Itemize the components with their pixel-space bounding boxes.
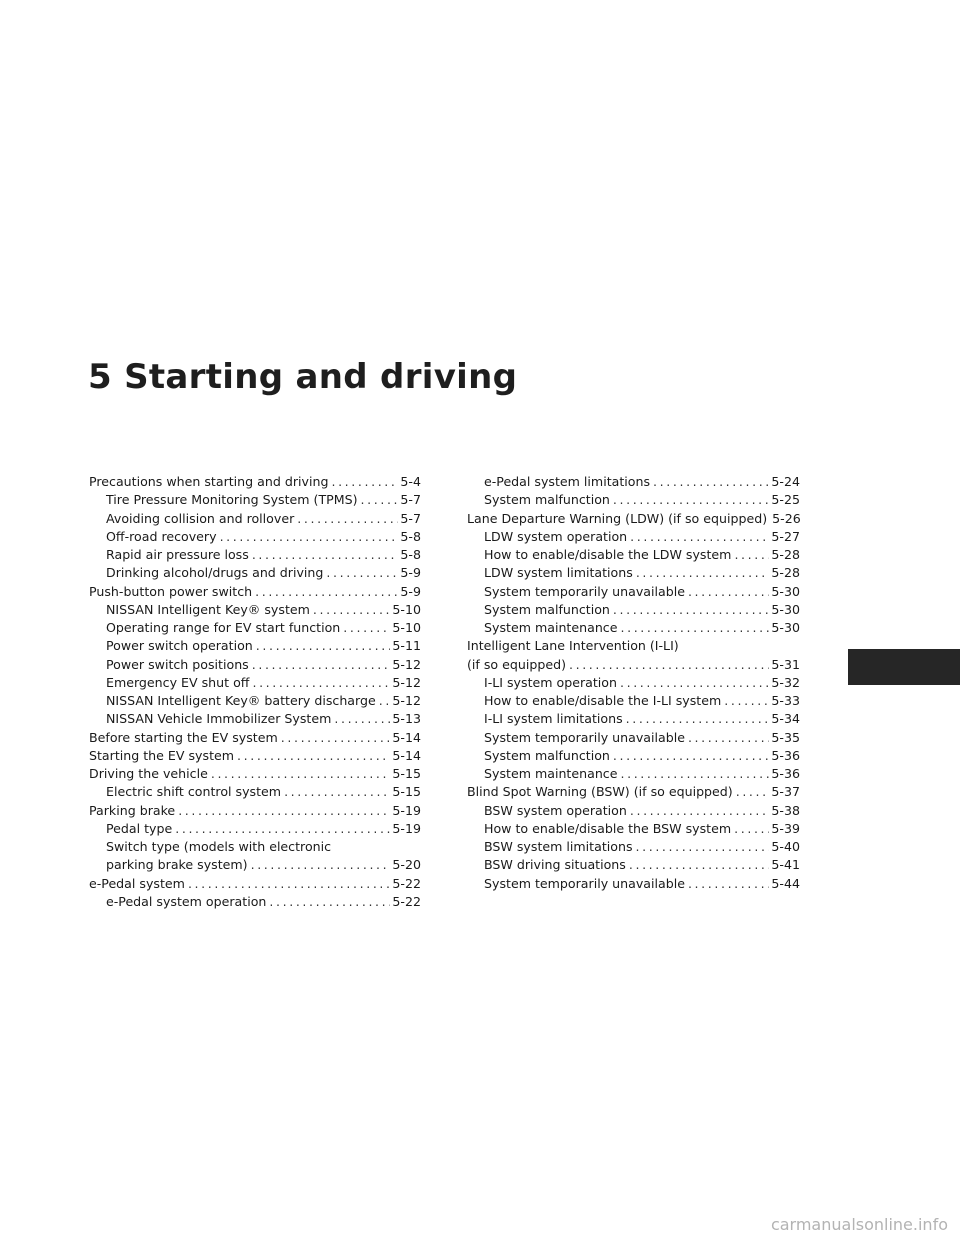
toc-entry-label: Parking brake <box>89 802 176 818</box>
toc-page-number: 5-12 <box>392 693 421 708</box>
toc-entry-label: NISSAN Intelligent Key® system <box>106 601 310 617</box>
toc-subentry[interactable] <box>467 619 800 637</box>
toc-entry-label: BSW driving situations <box>484 857 626 873</box>
dot-leader <box>736 783 770 801</box>
toc-page-number: 5-22 <box>392 875 421 891</box>
toc-subentry[interactable] <box>89 619 421 637</box>
toc-page-number: 5-9 <box>400 583 421 599</box>
toc-entry-label: BSW system limitations <box>484 839 633 854</box>
toc-subentry[interactable] <box>467 729 800 747</box>
toc-entry-label: How to enable/disable the BSW system <box>484 820 732 836</box>
dot-leader <box>188 875 390 893</box>
toc-entry-label: System malfunction <box>484 492 610 508</box>
toc-subentry[interactable] <box>89 893 421 911</box>
dot-leader <box>252 546 399 564</box>
toc-page-number: 5-28 <box>771 547 800 562</box>
toc-subentry[interactable] <box>467 856 800 874</box>
toc-entry-label: System maintenance <box>484 766 618 781</box>
toc-entry-label: Electric shift control system <box>106 784 282 800</box>
toc-page-number: 5-15 <box>392 766 421 781</box>
toc-subentry[interactable] <box>89 692 421 710</box>
toc-subentry[interactable] <box>467 802 800 820</box>
toc-page-number: 5-36 <box>771 766 800 781</box>
toc-entry-label: (if so equipped) <box>467 656 566 672</box>
toc-page-number: 5-15 <box>392 784 421 800</box>
dot-leader <box>251 856 391 874</box>
toc-subentry[interactable] <box>89 546 421 564</box>
toc-subentry[interactable] <box>89 856 421 874</box>
toc-entry-label: Emergency EV shut off <box>106 674 250 690</box>
dot-leader <box>626 710 770 728</box>
toc-entry-label: Precautions when starting and driving <box>89 474 329 489</box>
toc-page-number: 5-19 <box>392 820 421 836</box>
toc-entry[interactable] <box>89 747 421 765</box>
toc-entry-label: e-Pedal system operation <box>106 893 267 909</box>
toc-entry-label: Pedal type <box>106 820 173 836</box>
toc-page-number: 5-20 <box>392 857 421 873</box>
toc-entry-label: NISSAN Intelligent Key® battery discharge <box>106 693 376 708</box>
dot-leader <box>688 583 769 601</box>
dot-leader <box>620 765 769 783</box>
toc-subentry[interactable] <box>89 820 421 838</box>
dot-leader <box>688 875 769 893</box>
toc-entry-label: System maintenance <box>484 620 618 635</box>
toc-subentry[interactable] <box>89 528 421 546</box>
toc-subentry[interactable] <box>467 710 800 728</box>
toc-entry-label: Rapid air pressure loss <box>106 547 249 562</box>
dot-leader <box>629 856 770 874</box>
toc-page-number: 5-30 <box>771 583 800 599</box>
toc-subentry[interactable] <box>89 601 421 619</box>
toc-entry-label: System malfunction <box>484 601 610 617</box>
toc-page-number: 5-39 <box>771 820 800 836</box>
toc-entry-label: I-LI system limitations <box>484 711 623 727</box>
toc-entry-label: BSW system operation <box>484 802 627 818</box>
toc-subentry[interactable] <box>467 820 800 838</box>
toc-page-number: 5-33 <box>771 693 800 708</box>
dot-leader <box>569 656 769 674</box>
toc-entry[interactable] <box>89 729 421 747</box>
toc-entry-label: Switch type (models with electronic <box>106 839 332 854</box>
toc-page-number: 5-25 <box>771 492 800 508</box>
toc-page-number: 5-13 <box>392 711 421 727</box>
toc-page-number: 5-36 <box>771 747 800 763</box>
toc-page-number: 5-7 <box>400 492 421 508</box>
toc-subentry[interactable] <box>467 875 800 893</box>
toc-subentry[interactable] <box>467 674 800 692</box>
toc-entry[interactable] <box>89 765 421 783</box>
dot-leader <box>613 747 770 765</box>
dot-leader <box>653 473 769 491</box>
toc-entry-label: Driving the vehicle <box>89 766 208 781</box>
toc-page-number: 5-7 <box>400 510 421 526</box>
toc-entry-label: Operating range for EV start function <box>106 620 341 635</box>
toc-entry-label: Avoiding collision and rollover <box>106 510 295 526</box>
toc-page-number: 5-12 <box>392 674 421 690</box>
dot-leader <box>620 619 769 637</box>
toc-page-number: 5-24 <box>771 474 800 489</box>
toc-page-number: 5-40 <box>771 839 800 854</box>
toc-page-number: 5-35 <box>771 729 800 745</box>
watermark: carmanualsonline.info <box>770 1215 948 1234</box>
toc-entry[interactable] <box>89 875 421 893</box>
toc-entry[interactable] <box>89 802 421 820</box>
toc-subentry[interactable] <box>89 564 421 582</box>
toc-subentry[interactable] <box>467 601 800 619</box>
toc-page-number: 5-8 <box>400 528 421 544</box>
toc-page-number: 5-14 <box>392 729 421 745</box>
toc-entry-label: System temporarily unavailable <box>484 729 685 745</box>
toc-entry-label: Off-road recovery <box>106 528 217 544</box>
toc-entry[interactable] <box>89 473 421 491</box>
dot-leader <box>613 601 770 619</box>
dot-leader <box>343 619 390 637</box>
toc-subentry[interactable] <box>467 747 800 765</box>
dot-leader <box>313 601 391 619</box>
toc-subentry[interactable] <box>89 510 421 528</box>
dot-leader <box>630 802 770 820</box>
dot-leader <box>284 783 390 801</box>
toc-subentry[interactable] <box>467 546 800 564</box>
dot-leader <box>620 674 769 692</box>
toc-page-number: 5-34 <box>771 711 800 727</box>
toc-page-number: 5-10 <box>392 620 421 635</box>
toc-entry-label: Before starting the EV system <box>89 729 278 745</box>
dot-leader <box>734 546 769 564</box>
dot-leader <box>269 893 390 911</box>
toc-entry-label: Lane Departure Warning (LDW) (if so equipped) <box>467 510 768 526</box>
toc-column-right <box>467 473 800 893</box>
toc-page-number: 5-4 <box>400 474 421 489</box>
toc-page-number: 5-31 <box>771 656 800 672</box>
toc-page-number: 5-10 <box>392 601 421 617</box>
dot-leader <box>331 473 398 491</box>
toc-page-number: 5-38 <box>771 802 800 818</box>
toc-page-number: 5-44 <box>771 875 800 891</box>
toc-page-number: 5-19 <box>392 802 421 818</box>
dot-leader <box>220 528 399 546</box>
toc-entry-label: Push-button power switch <box>89 583 253 599</box>
toc-entry-label: parking brake system) <box>106 857 248 873</box>
toc-entry-label: Drinking alcohol/drugs and driving <box>106 565 324 581</box>
dot-leader <box>252 674 390 692</box>
toc-subentry[interactable] <box>89 710 421 728</box>
dot-leader <box>178 802 390 820</box>
toc-page-number: 5-26 <box>772 510 801 526</box>
toc-page-number: 5-28 <box>771 565 800 581</box>
toc-entry-label: Intelligent Lane Intervention (I-LI) <box>467 638 679 654</box>
toc-entry[interactable] <box>467 656 800 674</box>
toc-entry-label: Power switch positions <box>106 656 249 672</box>
toc-page-number: 5-9 <box>400 565 421 581</box>
toc-subentry[interactable] <box>89 783 421 801</box>
toc-entry-label: LDW system operation <box>484 528 628 544</box>
toc-entry[interactable] <box>467 783 800 801</box>
toc-subentry[interactable] <box>467 528 800 546</box>
toc-page-number: 5-41 <box>771 857 800 873</box>
dot-leader <box>256 637 391 655</box>
dot-leader <box>613 491 770 509</box>
toc-page-number: 5-30 <box>771 620 800 635</box>
toc-page-number: 5-12 <box>392 656 421 672</box>
dot-leader <box>175 820 390 838</box>
toc-subentry[interactable] <box>467 583 800 601</box>
toc-column-left <box>89 473 421 911</box>
toc-entry-label: How to enable/disable the LDW system <box>484 547 732 562</box>
dot-leader <box>636 564 770 582</box>
toc-page-number: 5-14 <box>392 747 421 763</box>
dot-leader <box>237 747 390 765</box>
dot-leader <box>361 491 399 509</box>
toc-entry-label: How to enable/disable the I-LI system <box>484 693 722 708</box>
toc-entry-label: System temporarily unavailable <box>484 875 685 891</box>
toc-page-number: 5-30 <box>771 601 800 617</box>
toc-page-number: 5-22 <box>392 893 421 909</box>
dot-leader <box>255 583 398 601</box>
toc-entry-label: I-LI system operation <box>484 674 617 690</box>
dot-leader <box>326 564 398 582</box>
toc-page-number: 5-32 <box>771 674 800 690</box>
toc-entry-label: NISSAN Vehicle Immobilizer System <box>106 711 332 727</box>
toc-entry-label: Starting the EV system <box>89 747 235 763</box>
toc-entry-label: System malfunction <box>484 747 610 763</box>
dot-leader <box>724 692 769 710</box>
toc-entry-label: Blind Spot Warning (BSW) (if so equipped) <box>467 784 733 800</box>
toc-subentry[interactable] <box>467 838 800 856</box>
dot-leader <box>630 528 769 546</box>
toc-entry-label: e-Pedal system <box>89 875 185 891</box>
dot-leader <box>334 710 390 728</box>
toc-entry-label: Tire Pressure Monitoring System (TPMS) <box>106 492 358 508</box>
toc-subentry[interactable] <box>467 473 800 491</box>
dot-leader <box>734 820 769 838</box>
toc-subentry[interactable] <box>89 637 421 655</box>
toc-subentry[interactable] <box>89 674 421 692</box>
toc-page-number: 5-27 <box>771 528 800 544</box>
toc-subentry[interactable] <box>467 692 800 710</box>
toc-subentry[interactable] <box>89 491 421 509</box>
dot-leader <box>379 692 391 710</box>
dot-leader <box>636 838 770 856</box>
toc-subentry[interactable] <box>467 765 800 783</box>
chapter-thumb-tab <box>848 649 960 685</box>
toc-page-number: 5-37 <box>771 784 800 800</box>
toc-entry-label: Power switch operation <box>106 638 253 654</box>
toc-entry-label: e-Pedal system limitations <box>484 474 651 489</box>
dot-leader <box>281 729 391 747</box>
toc-subentry[interactable] <box>89 656 421 674</box>
dot-leader <box>252 656 391 674</box>
chapter-title: 5 Starting and driving <box>88 357 518 397</box>
dot-leader <box>211 765 391 783</box>
toc-entry-label: System temporarily unavailable <box>484 583 685 599</box>
dot-leader <box>688 729 769 747</box>
toc-page-number: 5-8 <box>400 547 421 562</box>
toc-entry-label: LDW system limitations <box>484 565 633 581</box>
toc-entry[interactable] <box>89 583 421 601</box>
dot-leader <box>297 510 398 528</box>
toc-entry[interactable] <box>467 510 800 528</box>
toc-subentry[interactable] <box>467 564 800 582</box>
toc-subentry[interactable] <box>467 491 800 509</box>
toc-page-number: 5-11 <box>392 638 421 654</box>
